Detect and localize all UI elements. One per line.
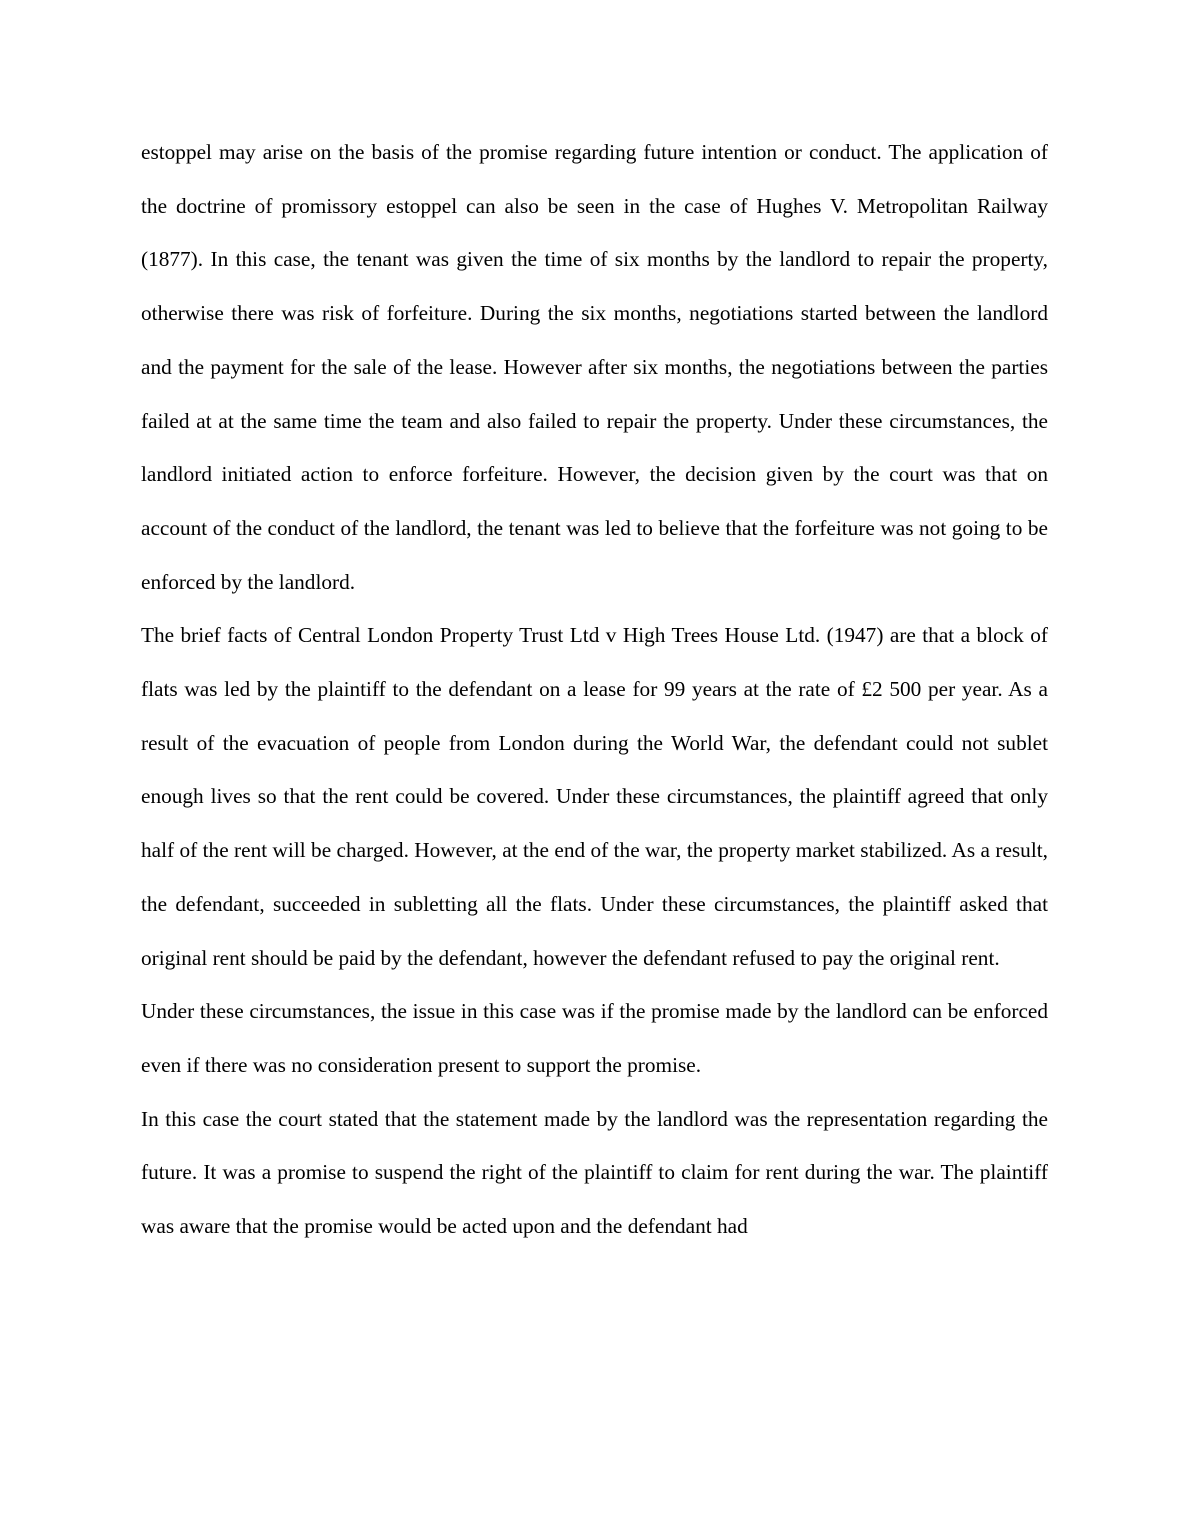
paragraph-issue: Under these circumstances, the issue in this case was if the promise made by the landlord can be enforced even if there was no consideration present to support the promise.: [141, 999, 1048, 1077]
document-page: [141, 126, 1048, 1254]
paragraph-court-statement: In this case the court stated that the statement made by the landlord was the representation regarding the future. It was a promise to suspend the right of the plaintiff to claim for rent during the war. The plaintiff was aware that the promise would be acted upon and the defendant had: [141, 1106, 1048, 1239]
paragraph-hughes-case: estoppel may arise on the basis of the promise regarding future intention or conduct. The application of the doctrine of promissory estoppel can also be seen in the case of Hughes V. Metropolitan Railway (1877). In this case, the tenant was given the time of six months by the landlord to repair the property, otherwise there was risk of forfeiture. During the six months, negotiations started between the landlord and the payment for the sale of the lease. However after six months, the negotiations between the parties failed at at the same time the team and also failed to repair the property. Under these circumstances, the landlord initiated action to enforce forfeiture. However, the decision given by the court was that on account of the conduct of the landlord, the tenant was led to believe that the forfeiture was not going to be enforced by the landlord.: [141, 140, 1048, 594]
paragraph-high-trees-facts: The brief facts of Central London Property Trust Ltd v High Trees House Ltd. (1947) are that a block of flats was led by the plaintiff to the defendant on a lease for 99 years at the rate of £2 500 per year. As a result of the evacuation of people from London during the World War, the defendant could not sublet enough lives so that the rent could be covered. Under these circumstances, the plaintiff agreed that only half of the rent will be charged. However, at the end of the war, the property market stabilized. As a result, the defendant, succeeded in subletting all the flats. Under these circumstances, the plaintiff asked that original rent should be paid by the defendant, however the defendant refused to pay the original rent.: [141, 623, 1048, 970]
